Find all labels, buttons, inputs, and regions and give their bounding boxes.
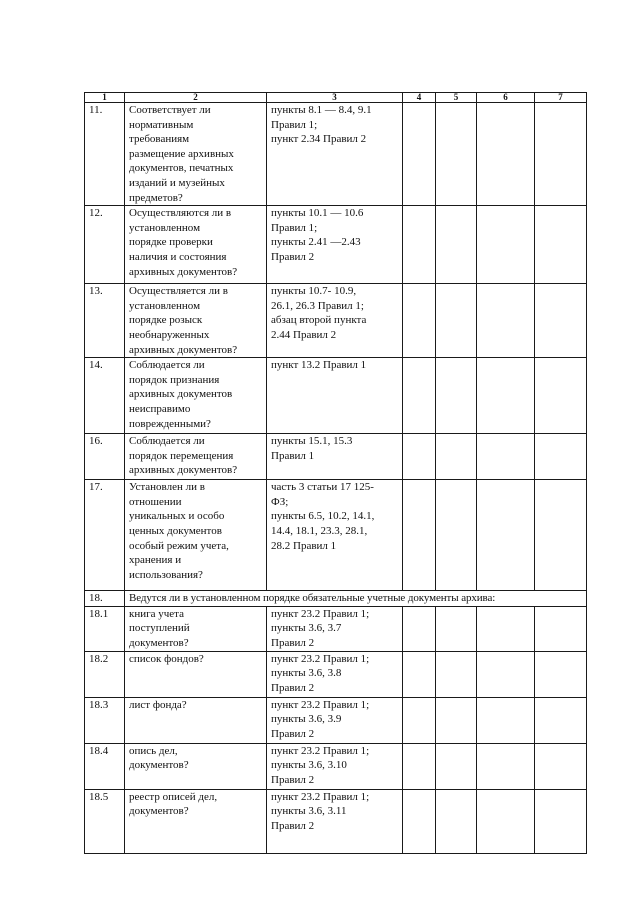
mark-cell-4	[403, 284, 436, 358]
question-line: порядок признания	[129, 373, 220, 386]
table-row	[85, 743, 587, 789]
reference-line: Правил 2	[271, 773, 315, 786]
table-row	[85, 651, 587, 697]
reference-line: 28.2 Правил 1	[271, 539, 337, 552]
mark-cell-5	[436, 697, 477, 743]
question-cell	[125, 284, 267, 358]
question-line: Соответствует ли	[129, 104, 211, 116]
question-line: порядке проверки	[129, 236, 213, 249]
question-line: поврежденными?	[129, 417, 211, 430]
reference-line: пункты 3.6, 3.11	[271, 805, 347, 818]
header-cell-2: 2	[125, 93, 267, 103]
mark-cell-4	[403, 103, 436, 206]
mark-cell-7	[535, 789, 587, 853]
row-number: 12.	[85, 206, 125, 284]
mark-cell-4	[403, 434, 436, 480]
question-line: установленном	[129, 221, 201, 234]
reference-cell	[267, 789, 403, 853]
row-number: 13.	[85, 284, 125, 358]
mark-cell-7	[535, 434, 587, 480]
reference-cell	[267, 743, 403, 789]
question-line: отношении	[129, 495, 182, 508]
reference-line: Правил 2	[271, 727, 315, 740]
question-line: поступлений	[129, 622, 190, 635]
question-line: лист фонда?	[129, 698, 187, 711]
reference-line: 26.1, 26.3 Правил 1;	[271, 299, 364, 312]
reference-line: Правил 1	[271, 449, 315, 462]
reference-line: пункты 8.1 — 8.4, 9.1	[271, 104, 372, 116]
table-row	[85, 697, 587, 743]
reference-line: пункты 3.6, 3.9	[271, 713, 342, 726]
question-line: требованиям	[129, 133, 190, 146]
question-cell	[125, 434, 267, 480]
question-line: архивных документов?	[129, 464, 238, 477]
reference-line: Правил 2	[271, 250, 315, 263]
mark-cell-5	[436, 358, 477, 434]
mark-cell-7	[535, 284, 587, 358]
reference-line: абзац второй пункта	[271, 314, 367, 327]
mark-cell-6	[477, 434, 535, 480]
mark-cell-7	[535, 606, 587, 651]
question-line: архивных документов?	[129, 343, 238, 356]
reference-line: Правил 2	[271, 636, 315, 649]
reference-line: пункт 2.34 Правил 2	[271, 133, 367, 146]
reference-line: ФЗ;	[271, 495, 289, 508]
mark-cell-5	[436, 103, 477, 206]
reference-line: Правил 1;	[271, 221, 318, 234]
question-line: нормативным	[129, 118, 194, 131]
question-line: книга учета	[129, 607, 184, 620]
question-cell	[125, 206, 267, 284]
question-line: документов?	[129, 759, 189, 772]
reference-cell	[267, 480, 403, 591]
reference-cell	[267, 606, 403, 651]
reference-line: пункты 3.6, 3.10	[271, 759, 347, 772]
mark-cell-6	[477, 651, 535, 697]
header-cell-6: 6	[477, 93, 535, 103]
mark-cell-4	[403, 358, 436, 434]
reference-line: пункты 15.1, 15.3	[271, 435, 353, 448]
table-body	[85, 93, 587, 854]
question-line: документов?	[129, 805, 189, 818]
question-line: наличия и состояния	[129, 250, 227, 263]
reference-line: пункт 23.2 Правил 1;	[271, 607, 370, 620]
question-line: Осуществляется ли в	[129, 285, 228, 298]
reference-line: 2.44 Правил 2	[271, 328, 337, 341]
reference-line: пункт 13.2 Правил 1	[271, 359, 367, 372]
reference-line: пункты 6.5, 10.2, 14.1,	[271, 510, 375, 523]
question-line: изданий и музейных	[129, 176, 225, 189]
table-row	[85, 480, 587, 591]
question-line: предметов?	[129, 191, 183, 204]
row-number: 18.2	[85, 651, 125, 697]
question-cell	[125, 480, 267, 591]
reference-cell	[267, 434, 403, 480]
question-line: Осуществляются ли в	[129, 207, 232, 220]
question-line: уникальных и особо	[129, 510, 225, 523]
reference-line: пункты 3.6, 3.8	[271, 667, 342, 680]
mark-cell-6	[477, 103, 535, 206]
mark-cell-7	[535, 697, 587, 743]
mark-cell-6	[477, 606, 535, 651]
table-row	[85, 434, 587, 480]
mark-cell-4	[403, 743, 436, 789]
mark-cell-4	[403, 606, 436, 651]
mark-cell-7	[535, 103, 587, 206]
reference-line: пункт 23.2 Правил 1;	[271, 698, 370, 711]
mark-cell-4	[403, 651, 436, 697]
mark-cell-6	[477, 284, 535, 358]
reference-line: часть 3 статьи 17 125-	[271, 481, 374, 494]
mark-cell-6	[477, 697, 535, 743]
question-line: опись дел,	[129, 744, 178, 757]
header-cell-3: 3	[267, 93, 403, 103]
mark-cell-6	[477, 206, 535, 284]
row-number: 18.3	[85, 697, 125, 743]
table-row	[85, 103, 587, 206]
question-line: документов, печатных	[129, 162, 234, 175]
reference-cell	[267, 284, 403, 358]
question-cell	[125, 606, 267, 651]
mark-cell-5	[436, 743, 477, 789]
question-line: архивных документов	[129, 388, 233, 401]
mark-cell-7	[535, 358, 587, 434]
header-cell-7: 7	[535, 93, 587, 103]
mark-cell-4	[403, 789, 436, 853]
reference-line: пункт 23.2 Правил 1;	[271, 744, 370, 757]
question-cell	[125, 743, 267, 789]
table-row	[85, 789, 587, 853]
mark-cell-6	[477, 743, 535, 789]
row-number: 18.	[85, 591, 125, 607]
question-line: неисправимо	[129, 402, 191, 415]
mark-cell-6	[477, 358, 535, 434]
mark-cell-4	[403, 480, 436, 591]
reference-line: пункты 3.6, 3.7	[271, 622, 342, 635]
question-line: реестр описей дел,	[129, 790, 218, 803]
question-line: Установлен ли в	[129, 481, 205, 494]
reference-cell	[267, 103, 403, 206]
row-number: 11.	[85, 103, 125, 206]
question-line: использования?	[129, 568, 203, 581]
question-cell	[125, 789, 267, 853]
reference-line: Правил 2	[271, 681, 315, 694]
reference-line: пункты 2.41 —2.43	[271, 236, 361, 249]
row-number: 17.	[85, 480, 125, 591]
header-row	[85, 93, 587, 103]
question-line: порядке розыск	[129, 314, 203, 327]
question-cell	[125, 651, 267, 697]
question-line: ценных документов	[129, 524, 222, 537]
mark-cell-5	[436, 651, 477, 697]
question-line: порядок перемещения	[129, 449, 234, 462]
question-line: Соблюдается ли	[129, 435, 205, 448]
mark-cell-5	[436, 434, 477, 480]
reference-line: Правил 1;	[271, 118, 318, 131]
reference-line: 14.4, 18.1, 23.3, 28.1,	[271, 524, 368, 537]
question-line: документов?	[129, 636, 189, 649]
reference-line: Правил 2	[271, 819, 315, 832]
reference-cell	[267, 358, 403, 434]
reference-cell	[267, 697, 403, 743]
question-line: список фондов?	[129, 652, 204, 665]
row-number: 18.5	[85, 789, 125, 853]
mark-cell-7	[535, 206, 587, 284]
section-row	[85, 591, 587, 607]
mark-cell-4	[403, 206, 436, 284]
reference-line: пункт 23.2 Правил 1;	[271, 652, 370, 665]
row-number: 16.	[85, 434, 125, 480]
question-line: необнаруженных	[129, 328, 210, 341]
mark-cell-7	[535, 651, 587, 697]
mark-cell-7	[535, 743, 587, 789]
reference-cell	[267, 206, 403, 284]
row-number: 18.1	[85, 606, 125, 651]
question-line: размещение архивных	[129, 147, 234, 160]
table-row	[85, 358, 587, 434]
reference-line: пункты 10.1 — 10.6	[271, 207, 364, 220]
mark-cell-5	[436, 206, 477, 284]
reference-line: пункты 10.7- 10.9,	[271, 285, 357, 298]
mark-cell-4	[403, 697, 436, 743]
row-number: 14.	[85, 358, 125, 434]
table-row	[85, 284, 587, 358]
question-line: Соблюдается ли	[129, 359, 205, 372]
question-line: установленном	[129, 299, 201, 312]
header-cell-1: 1	[85, 93, 125, 103]
mark-cell-5	[436, 789, 477, 853]
mark-cell-5	[436, 606, 477, 651]
mark-cell-7	[535, 480, 587, 591]
header-cell-5: 5	[436, 93, 477, 103]
reference-cell	[267, 651, 403, 697]
reference-line: пункт 23.2 Правил 1;	[271, 790, 370, 803]
question-cell	[125, 697, 267, 743]
mark-cell-6	[477, 480, 535, 591]
section-heading: Ведутся ли в установленном порядке обязательные учетные документы архива:	[125, 591, 587, 607]
mark-cell-5	[436, 284, 477, 358]
header-cell-4: 4	[403, 93, 436, 103]
question-line: особый режим учета,	[129, 539, 229, 552]
question-cell	[125, 358, 267, 434]
table-row	[85, 206, 587, 284]
checklist-table	[84, 92, 587, 854]
question-line: архивных документов?	[129, 265, 238, 278]
mark-cell-6	[477, 789, 535, 853]
row-number: 18.4	[85, 743, 125, 789]
question-line: хранения и	[129, 554, 182, 567]
mark-cell-5	[436, 480, 477, 591]
table-row	[85, 606, 587, 651]
question-cell	[125, 103, 267, 206]
